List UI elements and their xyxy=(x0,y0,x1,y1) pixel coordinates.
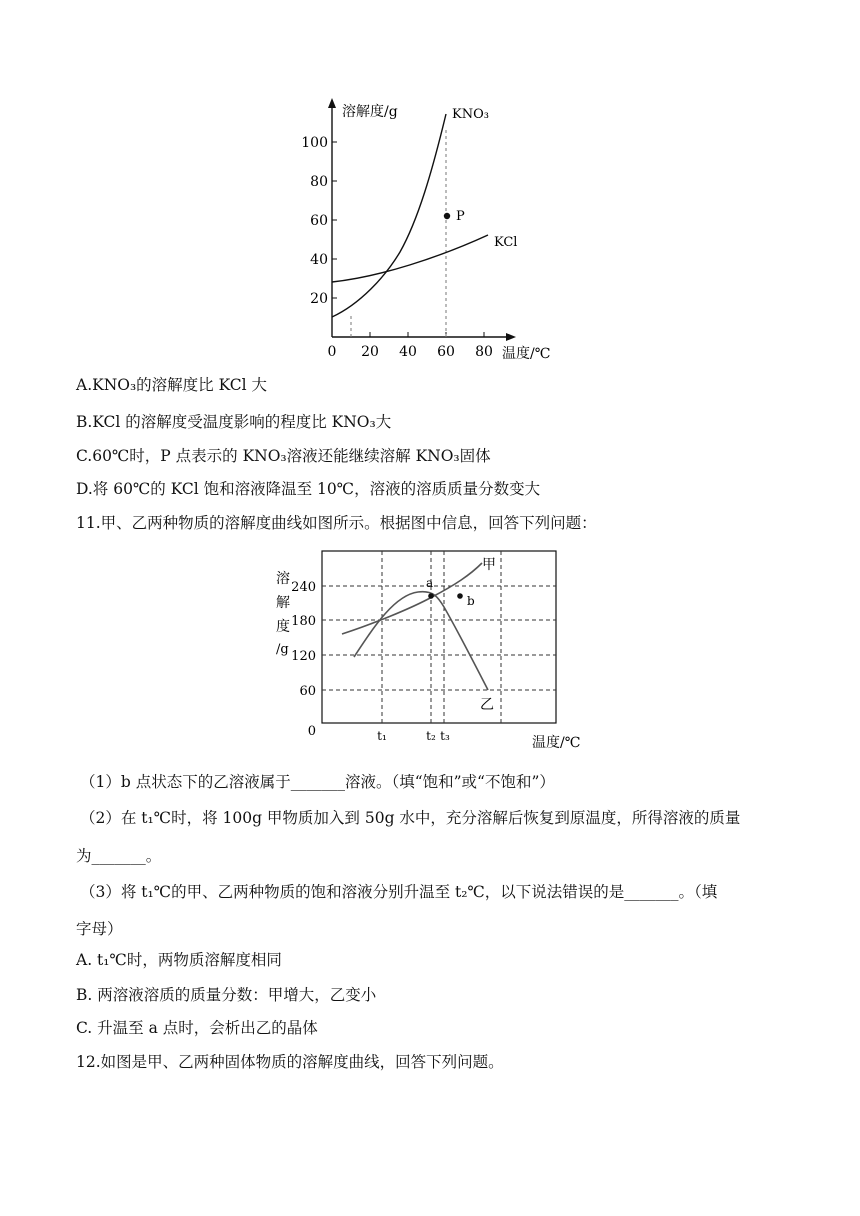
kno3-label: KNO₃ xyxy=(452,107,489,122)
point-b xyxy=(457,593,463,599)
plot-frame xyxy=(322,551,556,723)
y-axis-label-char: 溶 xyxy=(276,571,290,587)
option-a: A.KNO₃的溶解度比 KCl 大 xyxy=(76,376,268,394)
q11-option-b: B. 两溶液溶质的质量分数：甲增大，乙变小 xyxy=(76,986,377,1004)
kcl-curve xyxy=(332,235,488,282)
q12-stem: 12.如图是甲、乙两种固体物质的溶解度曲线，回答下列问题。 xyxy=(76,1053,504,1071)
x-tick-label: t₂ xyxy=(426,729,436,743)
x-tick-label: 0 xyxy=(327,344,337,360)
h-gridlines xyxy=(322,586,556,690)
point-a-label: a xyxy=(426,576,434,590)
option-c: C.60℃时，P 点表示的 KNO₃溶液还能继续溶解 KNO₃固体 xyxy=(76,447,491,465)
y-tick-label: 240 xyxy=(291,580,316,595)
q11-part2-line1: （2）在 t₁℃时，将 100g 甲物质加入到 50g 水中，充分溶解后恢复到原温度，所得溶液的质量 xyxy=(80,809,741,827)
q11-part3-line1: （3）将 t₁℃的甲、乙两种物质的饱和溶液分别升温至 t₂℃，以下说法错误的是_______。（填 xyxy=(80,883,718,901)
y-tick-label: 40 xyxy=(310,252,328,268)
x-axis-label: 温度/℃ xyxy=(532,735,581,751)
q11-stem: 11.甲、乙两种物质的溶解度曲线如图所示。根据图中信息，回答下列问题： xyxy=(76,514,597,532)
y-axis-label-char: 度 xyxy=(276,619,290,635)
q11-option-a: A. t₁℃时，两物质溶解度相同 xyxy=(76,951,282,969)
x-tick-label: 20 xyxy=(361,344,379,360)
x-tick-label: 60 xyxy=(437,344,455,360)
jia-label: 甲 xyxy=(482,557,496,573)
y-tick-label: 0 xyxy=(307,724,316,739)
point-b-label: b xyxy=(467,594,475,608)
yi-label: 乙 xyxy=(480,697,494,713)
x-tick-label: 40 xyxy=(399,344,417,360)
y-axis-label-char: 解 xyxy=(276,595,290,611)
kno3-curve xyxy=(332,114,446,317)
option-d: D.将 60℃的 KCl 饱和溶液降温至 10℃，溶液的溶质质量分数变大 xyxy=(76,480,541,498)
y-tick-label: 60 xyxy=(310,213,328,229)
q11-option-c: C. 升温至 a 点时，会析出乙的晶体 xyxy=(76,1019,318,1037)
x-axis-arrow xyxy=(506,333,516,341)
x-tick-label: 80 xyxy=(475,344,493,360)
q11-part3-line2: 字母） xyxy=(76,920,123,938)
y-tick-label: 120 xyxy=(291,649,316,664)
kcl-label: KCl xyxy=(494,235,518,250)
solubility-chart-kno3-kcl xyxy=(290,92,580,372)
solubility-chart-jia-yi xyxy=(270,545,590,755)
point-p-label: P xyxy=(456,209,465,224)
x-tick-label: t₃ xyxy=(440,729,450,743)
option-b: B.KCl 的溶解度受温度影响的程度比 KNO₃大 xyxy=(76,413,392,431)
point-p xyxy=(444,213,450,219)
y-tick-label: 80 xyxy=(310,174,328,190)
y-tick-label: 20 xyxy=(310,291,328,307)
point-a xyxy=(428,593,434,599)
y-tick-label: 100 xyxy=(301,135,328,151)
y-axis-label-char: /g xyxy=(276,642,289,657)
y-tick-label: 60 xyxy=(299,684,316,699)
y-axis-label: 溶解度/g xyxy=(342,104,398,120)
x-ticks xyxy=(328,332,493,360)
y-tick-label: 180 xyxy=(291,614,316,629)
x-axis-label: 温度/℃ xyxy=(502,346,551,362)
q11-part2-line2: 为_______。 xyxy=(76,847,162,865)
y-axis-arrow xyxy=(328,98,336,108)
x-tick-label: t₁ xyxy=(377,729,387,743)
q11-part1: （1）b 点状态下的乙溶液属于_______溶液。（填“饱和”或“不饱和”） xyxy=(80,773,555,791)
